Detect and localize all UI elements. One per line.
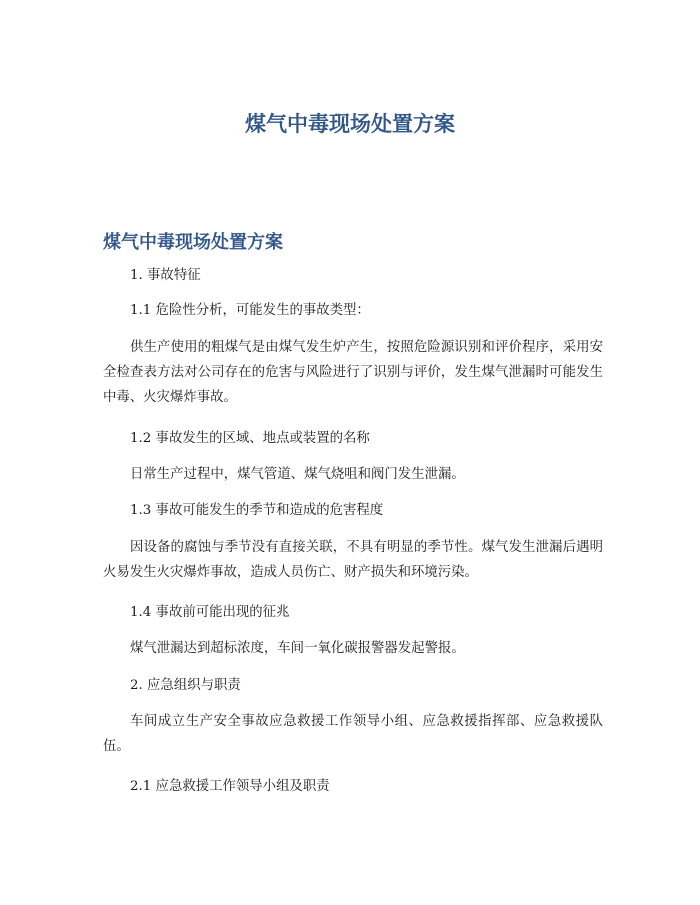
paragraph-warning-signs: 煤气泄漏达到超标浓度，车间一氧化碳报警器发起警报。 — [130, 641, 465, 656]
paragraph-1-4: 1.4 事故前可能出现的征兆 — [130, 605, 290, 620]
paragraph-2-1: 2.1 应急救援工作领导小组及职责 — [130, 779, 330, 794]
paragraph-leak-location: 日常生产过程中，煤气管道、煤气烧咀和阀门发生泄漏。 — [130, 467, 465, 482]
paragraph-1: 1. 事故特征 — [130, 268, 201, 283]
paragraph-risk-analysis: 供生产使用的粗煤气是由煤气发生炉产生，按照危险源识别和评价程序，采用安全检查表方法对公司存在的危害与风险进行了识别与评价，发生煤气泄漏时可能发生中毒、火灾爆炸事故。 — [103, 340, 603, 405]
paragraph-1-3: 1.3 事故可能发生的季节和造成的危害程度 — [130, 503, 384, 518]
section-heading: 煤气中毒现场处置方案 — [103, 232, 283, 253]
paragraph-2: 2. 应急组织与职责 — [130, 678, 241, 693]
paragraph-organization: 车间成立生产安全事故应急救援工作领导小组、应急救援指挥部、应急救援队伍。 — [103, 714, 603, 754]
document-title: 煤气中毒现场处置方案 — [245, 111, 455, 136]
paragraph-1-1: 1.1 危险性分析，可能发生的事故类型： — [130, 303, 370, 318]
paragraph-season-hazard: 因设备的腐蚀与季节没有直接关联，不具有明显的季节性。煤气发生泄漏后遇明火易发生火灾爆炸事故，造成人员伤亡、财产损失和环境污染。 — [103, 540, 603, 580]
paragraph-1-2: 1.2 事故发生的区域、地点或装置的名称 — [130, 431, 370, 446]
